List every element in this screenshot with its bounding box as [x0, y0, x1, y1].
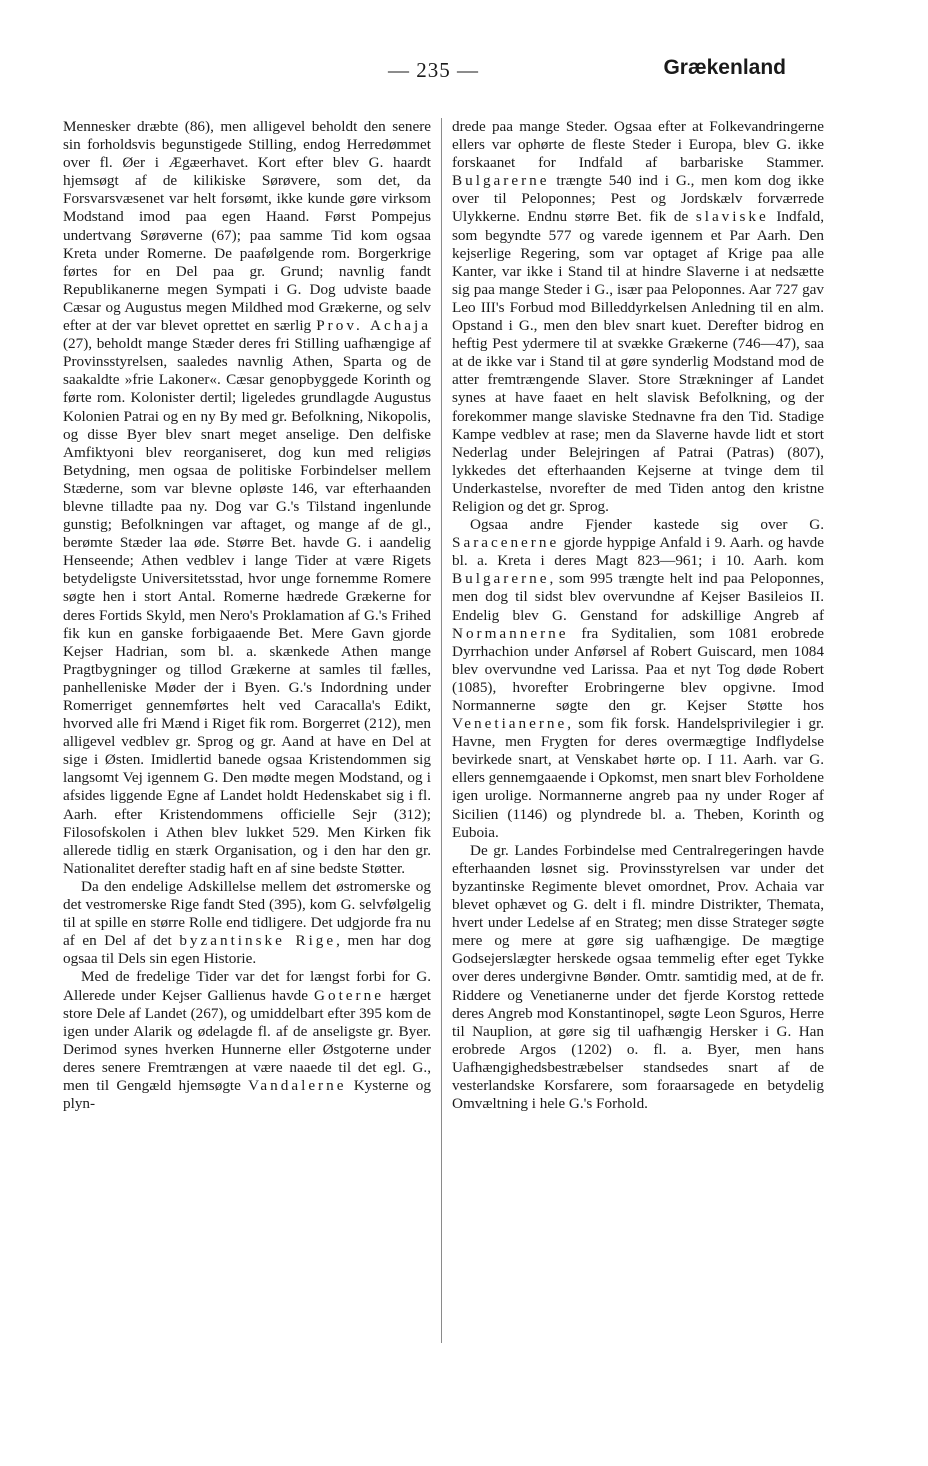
spaced-term: Prov. Achaja [316, 317, 431, 335]
spaced-term: slaviske [695, 208, 769, 226]
page-header [0, 56, 928, 86]
page-number: — 235 — [388, 58, 479, 82]
spaced-term: Vandalerne [248, 1076, 347, 1094]
right-paragraph-2: Ogsaa andre Fjender kastede sig over G. Saracenerne gjorde hyppige Anfald i 9. Aarh. og havde bl. a. Kreta i deres Magt 823—961; i 10. Aarh. kom Bulgarerne, som 995 trængte helt ind paa Peloponnes, men dog til sidst blev overvundne af Kejser Basileios II. Endelig blev G. Genstand for adskillige Angreb af Normannerne fra Syditalien, som 1081 erobrede Dyrrhachion under Anførsel af Robert Guiscard, men 1084 blev overvundne ved Larissa. Paa et nyt Tog døde Robert (1085), hvorefter Erobringerne blev opgivne. Imod Normannerne søgte den gr. Kejser Støtte hos Venetianerne, som fik forsk. Handelsprivilegier i gr. Havne, men Frygten for deres overmægtige Indflydelse bevirkede snart, at Venskabet hørte op. I 11. Aarh. var G. ellers gennemgaaende i Opkomst, men snart blev Forholdene igen urolige. Normannerne angreb paa ny under Roger af Sicilien (1146) og plyndrede bl. a. Theben, Korinth og Euboia. [452, 516, 824, 841]
left-paragraph-1: Mennesker dræbte (86), men alligevel beholdt den senere sin forholdsvis begunstigede Stilling, endog Herredømmet over fl. Øer i Ægæerhavet. Kort efter blev G. haardt hjemsøgt af de kilikiske Sørøvere, som det, da Forsvarsvæsenet var helt forsømt, ikke kunde gøre virksom Modstand imod paa egen Haand. Først Pompejus undertvang Sørøverne (67); paa samme Tid kom ogsaa Kreta under Romerne. De paafølgende rom. Borgerkrige førtes for en Del paa gr. Grund; navnlig fandt Republikanerne megen Sympati i G. Dog udviste baade Cæsar og Augustus megen Mildhed mod Grækerne, og selv efter at der var blevet oprettet en særlig Prov. Achaja (27), beholdt mange Stæder deres fri Stilling uafhængige af Provinsstyrelsen, saaledes navnlig Athen, Sparta og de saakaldte »frie Lakoner«. Cæsar genopbyggede Korinth og førte rom. Kolonister dertil; ligeledes grundlagde Augustus Kolonien Patrai og en ny By med gr. Befolkning, Nikopolis, og disse Byer blev snart meget anselige. Den delfiske Amfiktyoni blev reorganiseret, dog kun med religiøs Betydning, men ogsaa de politiske Forbindelser mellem Stæderne, som var blevne opløste 146, var efterhaanden blevne tilladte paa ny. Dog var G.'s Tilstand ingenlunde gunstig; Befolkningen var aftaget, og mange af de gl., berømte Stæder laa øde. Større Bet. havde G. i aandelig Henseende; Athen vedblev i lange Tider at være Rigets betydeligste Universitetsstad, hvor unge fornemme Romere søgte hen i stort Antal. Romerne hædrede Grækerne for deres Fortids Skyld, men Nero's Proklamation af G.'s Frihed fik kun en ganske forbigaaende Bet. Mere Gavn gjorde Kejser Hadrian, som bl. a. skænkede Athen mange Pragtbygninger og tillod Grækerne at samles til fælles, panhelleniske Møder der i Byen. G.'s Indordning under Romerriget gennemførtes helt ved Caracalla's Edikt, hvorved alle fri Mænd i Riget fik rom. Borgerret (212), men alligevel vedblev gr. Sprog og gr. Aand at have en Del at sige i Østen. Imidlertid banede ogsaa Kristendommen sig langsomt Vej igennem G. Den mødte megen Modstand, og i afsides liggende Egne af Landet holdt Hedenskabet sig i fl. Aarh. efter Kristendommens officielle Sejr (312); Filosofskolen i Athen blev lukket 529. Men Kirken fik allerede tidlig en stærk Organisation, og i den har den gr. Nationalitet derefter stadig haft en af sine bedste Støtter. [63, 118, 431, 877]
spaced-term: Goterne [314, 986, 384, 1004]
running-title: Grækenland [663, 56, 786, 79]
spaced-term: Normannerne [452, 624, 569, 642]
left-paragraph-2: Da den endelige Adskillelse mellem det østromerske og det vestromerske Rige fandt Sted (395), kom G. selvfølgelig til at spille en større Rolle end tidligere. Det udgjorde fra nu af en Del af det byzantinske Rige, men har dog ogsaa til Dels sin egen Historie. [63, 877, 431, 968]
right-paragraph-1: drede paa mange Steder. Ogsaa efter at Folkevandringerne ellers var ophørte de fleste Steder i Europa, blev G. ikke forskaanet for Indfald af barbariske Stammer. Bulgarerne trængte 540 ind i G., men kom dog ikke over til Peloponnes; Pest og Jordskælv forværrede Ulykkerne. Endnu større Bet. fik de slaviske Indfald, som begyndte 577 og varede igennem et Par Aarh. Den kejserlige Regering, som var optaget af Krige paa alle Kanter, var ikke i Stand til at hindre Slaverne i at nedsætte sig paa mange Steder i G., især paa Peloponnes. Aar 727 gav Leo III's Forbud mod Billeddyrkelsen Anledning til en alm. Opstand i G., men den blev snart kuet. Derefter bidrog en heftig Pest ydermere til at svække Grækerne (746—47), saa at de ikke var i Stand til at gøre synderlig Modstand mod de atter fremtrængende Slaver. Store Strækninger af Landet synes at have faaet en helt slavisk Befolkning, og der forekommer mange slaviske Stednavne fra den Tid. Stadige Kampe vedblev at rase; men da Slaverne havde lidt et stort Nederlag under Belejringen af Patrai (Patras) (807), lykkedes det efterhaanden Kejserne at tvinge dem til Underkastelse, nvorefter de med Tiden antog den kristne Religion og det gr. Sprog. [452, 118, 824, 515]
spaced-term: Saracenerne [452, 534, 560, 552]
spaced-term: Venetianerne [452, 715, 568, 733]
column-divider [441, 118, 442, 1343]
left-column [63, 118, 431, 1343]
spaced-term: byzantinske Rige [179, 932, 337, 950]
right-paragraph-3: De gr. Landes Forbindelse med Centralregeringen havde efterhaanden løsnet sig. Provinsstyrelsen var under det byzantinske Regimente blevet omordnet, Prov. Achaia var blevet ophævet og G. delt i fl. mindre Distrikter, Themata, hvert under Ledelse af en Strateg; men disse Strateger søgte mere og mere at gøre sig uafhængige. De mægtige Godsejerslægter herskede ogsaa temmelig efter eget Tykke over deres undergivne Bønder. Omtr. samtidig med, at de fr. Riddere og Venetianerne under det fjerde Korstog rettede deres Angreb mod Konstantinopel, søgte Leon Sguros, Herre til Nauplion, at gøre sig til uafhængig Hersker i G. Han erobrede Argos (1202) o. fl. a. Byer, men hans Uafhængighedsbestræbelser standsedes snart af de vesterlandske Korsfarere, som foraarsagede en betydelig Omvæltning i hele G.'s Forhold. [452, 841, 824, 1113]
left-paragraph-3: Med de fredelige Tider var det for længst forbi for G. Allerede under Kejser Gallienus havde Goterne hærget store Dele af Landet (267), og umiddelbart efter 395 kom de igen under Alarik og ødelagde fl. af de anseligste gr. Byer. Derimod synes hverken Hunnerne eller Østgoterne under deres senere Fremtrængen at være naaede til det egl. G., men til Gengæld hjemsøgte Vandalerne Kysterne og plyn- [63, 968, 432, 1113]
spaced-term: Bulgarerne [452, 172, 550, 190]
right-column [452, 118, 824, 1343]
spaced-term: Bulgarerne [452, 570, 550, 588]
